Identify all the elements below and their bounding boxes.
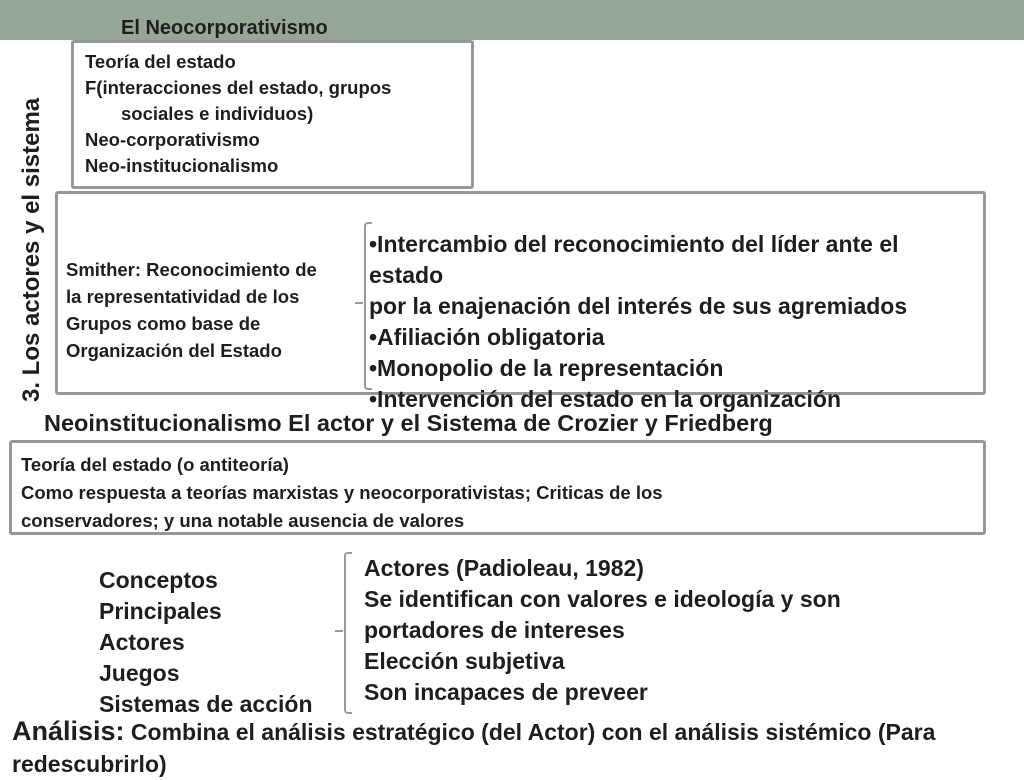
antitheory-line: Como respuesta a teorías marxistas y neocorporativistas; Criticas de los: [21, 482, 663, 503]
smither-bullets: [369, 229, 907, 415]
analysis-continuation: redescubrirlo): [12, 751, 167, 777]
bullet-line: estado: [369, 262, 444, 288]
actor-point: portadores de intereses: [364, 617, 625, 643]
actor-point: Actores (Padioleau, 1982): [364, 555, 644, 581]
antitheory-box: [9, 440, 986, 535]
smither-line: la representatividad de los: [66, 286, 300, 307]
theory-line: sociales e individuos): [121, 103, 314, 124]
theory-line: Teoría del estado: [85, 51, 236, 72]
analysis-label: Análisis:: [12, 716, 125, 746]
smither-line: Grupos como base de: [66, 313, 261, 334]
actors-bracket: [344, 552, 352, 714]
analysis-line: [12, 715, 935, 748]
bullet-line: por la enajenación del interés de sus agremiados: [369, 293, 908, 319]
bullet-line: •Intercambio del reconocimiento del líder ante el: [369, 231, 899, 257]
actor-point: Se identifican con valores e ideología y son: [364, 586, 841, 612]
bullet-line: •Intervención del estado en la organización: [369, 386, 841, 412]
bullet-line: •Afiliación obligatoria: [369, 324, 605, 350]
smither-line: Organización del Estado: [66, 340, 282, 361]
slide-title: El Neocorporativismo: [121, 17, 328, 39]
concept-item: Conceptos: [99, 567, 218, 593]
theory-box: [71, 40, 474, 189]
theory-line: Neo-institucionalismo: [85, 155, 279, 176]
concept-item: Principales: [99, 598, 222, 624]
bracket-tick: [335, 630, 343, 632]
actor-point: Son incapaces de preveer: [364, 679, 648, 705]
theory-line: F(interacciones del estado, grupos: [85, 77, 392, 98]
smither-text: [66, 256, 317, 364]
bullet-line: •Monopolio de la representación: [369, 355, 724, 381]
concept-item: Actores: [99, 629, 185, 655]
bracket-tick: [355, 302, 363, 304]
actors-list: [364, 553, 841, 708]
analysis-body: Combina el análisis estratégico (del Actor) con el análisis sistémico (Para: [124, 719, 936, 745]
neoinstitutional-heading: Neoinstitucionalismo El actor y el Sistema de Crozier y Friedberg: [44, 410, 773, 436]
section-side-title: 3. Los actores y el sistema: [18, 97, 45, 402]
concept-item: Juegos: [99, 660, 180, 686]
analysis-text: [12, 715, 935, 780]
theory-line: Neo-corporativismo: [85, 129, 260, 150]
antitheory-line: Teoría del estado (o antiteoría): [21, 454, 289, 475]
concept-item: Sistemas de acción: [99, 691, 313, 717]
smither-line: Smither: Reconocimiento de: [66, 259, 317, 280]
actor-point: Elección subjetiva: [364, 648, 565, 674]
concepts-list: [99, 565, 313, 720]
antitheory-line: conservadores; y una notable ausencia de valores: [21, 510, 465, 531]
